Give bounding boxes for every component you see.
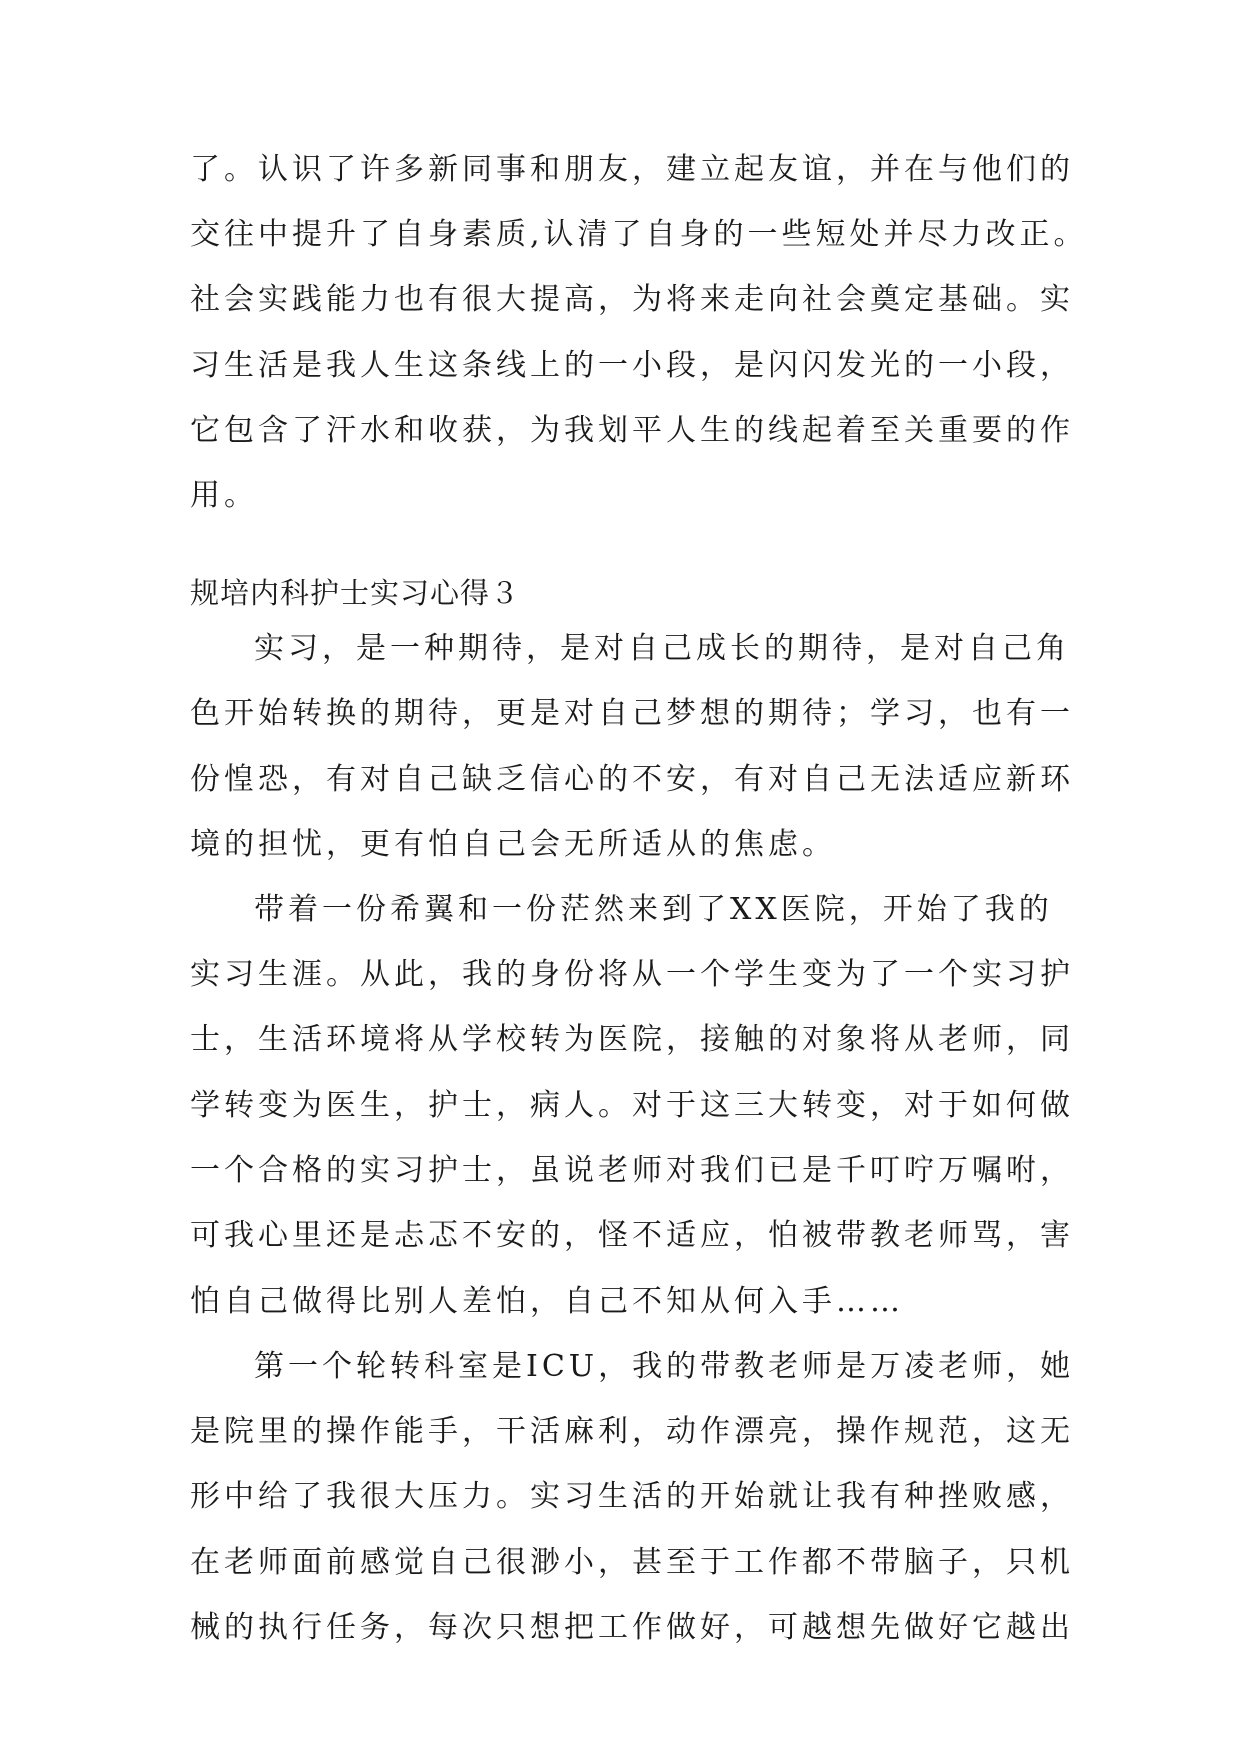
- text-line: 份惶恐，有对自己缺乏信心的不安，有对自己无法适应新环: [190, 762, 1074, 797]
- text-line: 社会实践能力也有很大提高，为将来走向社会奠定基础。实: [190, 282, 1074, 317]
- text-line: 怕自己做得比别人差怕，自己不知从何入手……: [190, 1284, 904, 1319]
- text-line: 学转变为医生，护士，病人。对于这三大转变，对于如何做: [190, 1088, 1074, 1123]
- text-line: 色开始转换的期待，更是对自己梦想的期待；学习，也有一: [190, 696, 1074, 731]
- section-heading: 规培内科护士实习心得３: [190, 576, 521, 610]
- text-line: 交往中提升了自身素质,认清了自身的一些短处并尽力改正。: [190, 217, 1088, 252]
- text-line: 形中给了我很大压力。实习生活的开始就让我有种挫败感，: [190, 1479, 1074, 1514]
- text-line: 了。认识了许多新同事和朋友，建立起友谊，并在与他们的: [190, 152, 1074, 187]
- text-line: 在老师面前感觉自己很渺小，甚至于工作都不带脑子，只机: [190, 1545, 1074, 1580]
- text-line: 带着一份希翼和一份茫然来到了XX医院，开始了我的: [254, 892, 1053, 927]
- text-line: 士，生活环境将从学校转为医院，接触的对象将从老师，同: [190, 1022, 1074, 1057]
- text-line: 境的担忧，更有怕自己会无所适从的焦虑。: [190, 827, 836, 862]
- text-line: 实习生涯。从此，我的身份将从一个学生变为了一个实习护: [190, 957, 1074, 992]
- text-line: 用。: [190, 478, 258, 513]
- text-line: 实习，是一种期待，是对自己成长的期待，是对自己角: [254, 631, 1070, 666]
- text-line: 一个合格的实习护士，虽说老师对我们已是千叮咛万嘱咐，: [190, 1153, 1074, 1188]
- text-line: 它包含了汗水和收获，为我划平人生的线起着至关重要的作: [190, 413, 1074, 448]
- text-line: 习生活是我人生这条线上的一小段，是闪闪发光的一小段，: [190, 348, 1074, 383]
- text-line: 械的执行任务，每次只想把工作做好，可越想先做好它越出: [190, 1610, 1074, 1645]
- text-line: 可我心里还是忐忑不安的，怪不适应，怕被带教老师骂，害: [190, 1218, 1074, 1253]
- text-line: 是院里的操作能手，干活麻利，动作漂亮，操作规范，这无: [190, 1414, 1074, 1449]
- text-line: 第一个轮转科室是ICU，我的带教老师是万凌老师，她: [254, 1349, 1075, 1384]
